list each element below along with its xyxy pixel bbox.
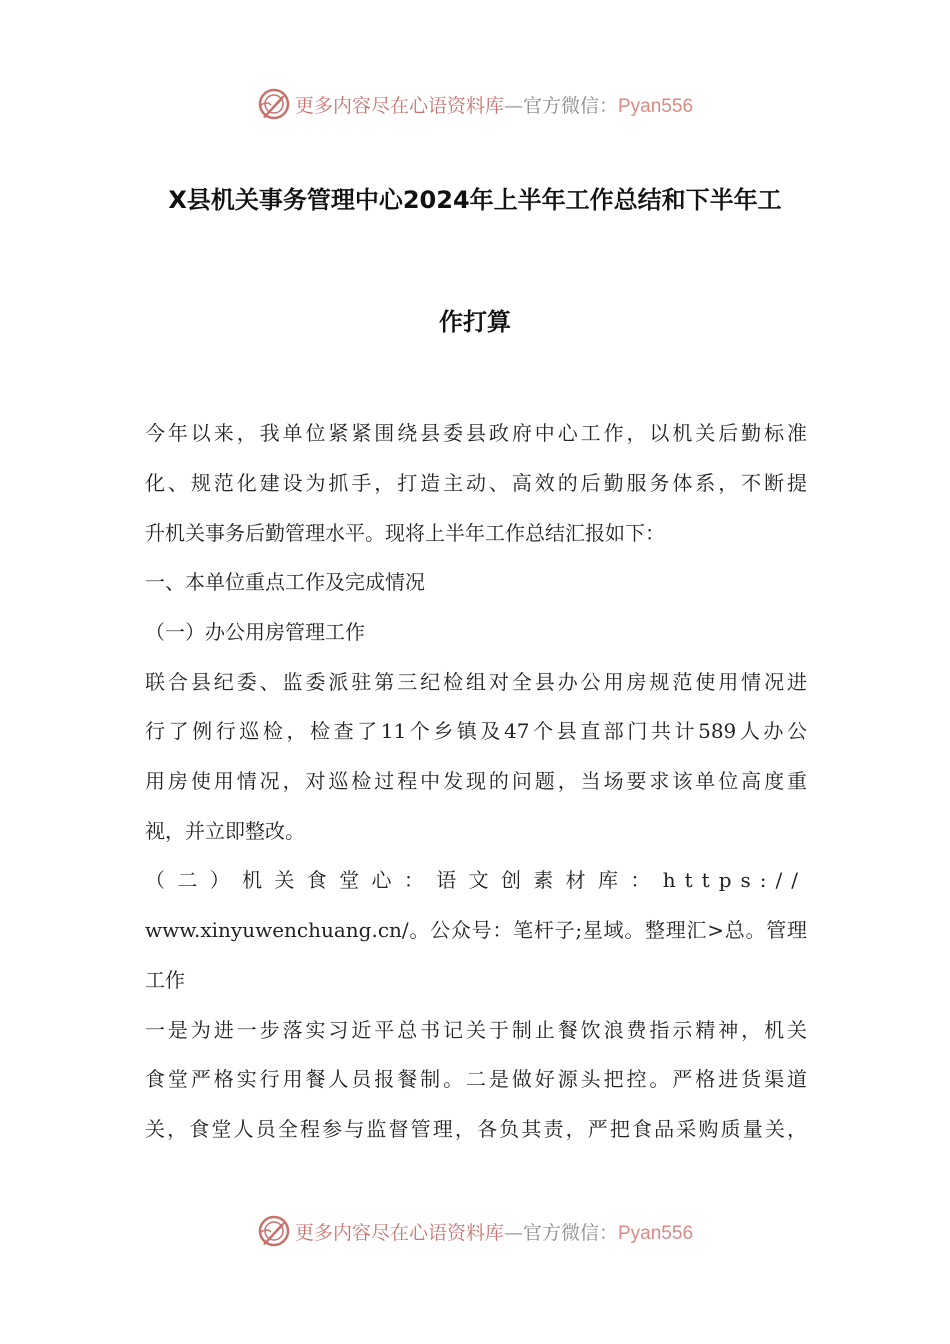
body-line: 化、规范化建设为抓手，打造主动、高效的后勤服务体系，不断提 <box>145 471 807 495</box>
body-line: 用房使用情况，对巡检过程中发现的问题，当场要求该单位高度重 <box>145 769 807 793</box>
pen-logo-icon <box>257 1214 291 1248</box>
watermark-main: 更多内容尽在心语资料库 <box>294 1221 504 1244</box>
watermark-main: 更多内容尽在心语资料库 <box>294 94 504 117</box>
body-line: 工作 <box>145 968 185 992</box>
watermark-dash: — <box>503 94 523 117</box>
section-heading: 一、本单位重点工作及完成情况 <box>145 570 425 594</box>
watermark-official: 官方微信： <box>522 94 618 117</box>
body-line: 行了例行巡检，检查了11个乡镇及47个县直部门共计589人办公 <box>145 719 807 743</box>
watermark-account: Pyan556 <box>618 95 694 117</box>
subsection-heading: （一）办公用房管理工作 <box>145 620 365 644</box>
header-watermark-banner <box>0 84 950 124</box>
body-line: 一是为进一步落实习近平总书记关于制止餐饮浪费指示精神，机关 <box>145 1018 807 1042</box>
footer-watermark-banner <box>0 1211 950 1251</box>
watermark-text <box>295 1218 693 1245</box>
body-line: 今年以来，我单位紧紧围绕县委县政府中心工作，以机关后勤标准 <box>145 421 807 445</box>
pen-logo-icon <box>257 87 291 121</box>
document-title-line-2: 作打算 <box>439 308 511 336</box>
body-line: 关，食堂人员全程参与监督管理，各负其责，严把食品采购质量关， <box>145 1117 807 1141</box>
body-line: www.xinyuwenchuang.cn/。公众号：笔杆子;星域。整理汇>总。管理 <box>145 918 807 942</box>
watermark-official: 官方微信： <box>522 1221 618 1244</box>
body-line: 升机关事务后勤管理水平。现将上半年工作总结汇报如下： <box>145 521 665 545</box>
subsection-heading: （二）机关食堂心：语文创素材库：https:// <box>145 868 807 892</box>
body-line: 视，并立即整改。 <box>145 819 305 843</box>
document-title-line-1: X县机关事务管理中心2024年上半年工作总结和下半年工 <box>168 186 782 214</box>
watermark-account: Pyan556 <box>618 1222 694 1244</box>
watermark-dash: — <box>503 1221 523 1244</box>
watermark-text <box>295 91 693 118</box>
body-line: 联合县纪委、监委派驻第三纪检组对全县办公用房规范使用情况进 <box>145 670 807 694</box>
body-line: 食堂严格实行用餐人员报餐制。二是做好源头把控。严格进货渠道 <box>145 1067 807 1091</box>
